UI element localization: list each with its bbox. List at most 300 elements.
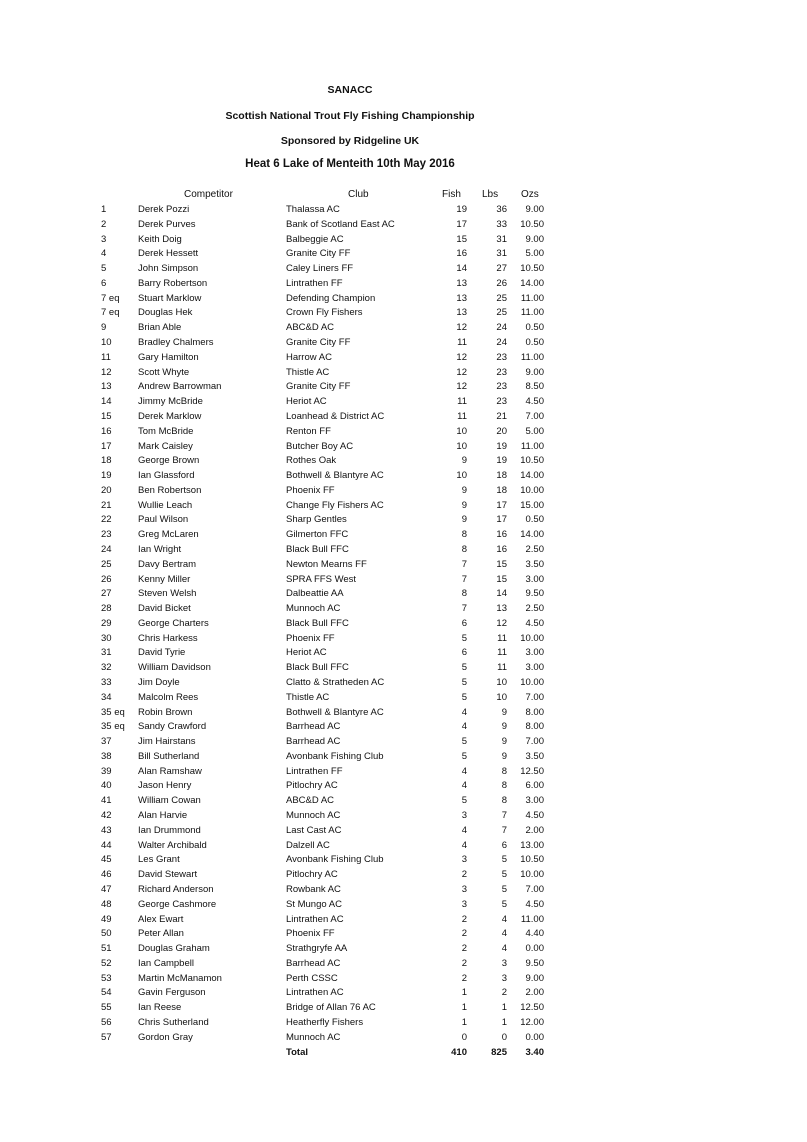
table-row bbox=[0, 293, 807, 308]
fish-cell: 3 bbox=[461, 854, 467, 866]
club-cell: Pitlochry AC bbox=[286, 780, 338, 792]
ozs-cell: 11.00 bbox=[520, 440, 544, 452]
lbs-cell: 8 bbox=[501, 780, 507, 792]
ozs-cell: 0.50 bbox=[525, 514, 544, 526]
lbs-cell: 3 bbox=[501, 957, 507, 969]
fish-cell: 13 bbox=[456, 292, 467, 304]
total-lbs: 825 bbox=[491, 1046, 507, 1058]
table-row bbox=[0, 263, 807, 278]
lbs-cell: 23 bbox=[496, 396, 507, 408]
position-cell: 56 bbox=[101, 1016, 112, 1028]
competitor-cell: John Simpson bbox=[138, 263, 199, 275]
fish-cell: 12 bbox=[456, 351, 467, 363]
table-row bbox=[0, 987, 807, 1002]
table-row bbox=[0, 514, 807, 529]
position-cell: 28 bbox=[101, 603, 112, 615]
table-row bbox=[0, 248, 807, 263]
table-row bbox=[0, 1002, 807, 1017]
club-cell: Rowbank AC bbox=[286, 883, 341, 895]
header-fish: Fish bbox=[442, 189, 461, 200]
table-row bbox=[0, 751, 807, 766]
heat-title: Heat 6 Lake of Menteith 10th May 2016 bbox=[245, 158, 455, 170]
table-row bbox=[0, 677, 807, 692]
lbs-cell: 8 bbox=[501, 795, 507, 807]
fish-cell: 5 bbox=[461, 662, 467, 674]
ozs-cell: 7.00 bbox=[525, 736, 544, 748]
competitor-cell: Jason Henry bbox=[138, 780, 192, 792]
fish-cell: 3 bbox=[461, 898, 467, 910]
position-cell: 42 bbox=[101, 810, 112, 822]
lbs-cell: 14 bbox=[496, 588, 507, 600]
lbs-cell: 7 bbox=[501, 824, 507, 836]
club-cell: Butcher Boy AC bbox=[286, 440, 354, 452]
lbs-cell: 12 bbox=[496, 617, 507, 629]
table-row bbox=[0, 958, 807, 973]
competitor-cell: Wullie Leach bbox=[138, 499, 193, 511]
position-cell: 12 bbox=[101, 366, 112, 378]
ozs-cell: 3.00 bbox=[525, 573, 544, 585]
fish-cell: 6 bbox=[461, 617, 467, 629]
competitor-cell: Jim Hairstans bbox=[138, 736, 196, 748]
position-cell: 34 bbox=[101, 691, 112, 703]
position-cell: 40 bbox=[101, 780, 112, 792]
ozs-cell: 0.00 bbox=[525, 943, 544, 955]
ozs-cell: 4.50 bbox=[525, 810, 544, 822]
club-cell: Phoenix FF bbox=[286, 484, 335, 496]
total-label: Total bbox=[286, 1046, 308, 1058]
competitor-cell: George Charters bbox=[138, 617, 209, 629]
fish-cell: 4 bbox=[461, 839, 467, 851]
lbs-cell: 3 bbox=[501, 972, 507, 984]
lbs-cell: 24 bbox=[496, 322, 507, 334]
fish-cell: 2 bbox=[461, 928, 467, 940]
ozs-cell: 2.50 bbox=[525, 603, 544, 615]
ozs-cell: 3.00 bbox=[525, 647, 544, 659]
table-row bbox=[0, 766, 807, 781]
club-cell: Granite City FF bbox=[286, 248, 351, 260]
club-cell: Thalassa AC bbox=[286, 204, 340, 215]
club-cell: Bridge of Allan 76 AC bbox=[286, 1002, 376, 1014]
club-cell: Perth CSSC bbox=[286, 972, 338, 984]
competitor-cell: Derek Purves bbox=[138, 218, 196, 230]
table-row bbox=[0, 884, 807, 899]
table-row bbox=[0, 322, 807, 337]
table-row bbox=[0, 973, 807, 988]
table-row bbox=[0, 899, 807, 914]
lbs-cell: 5 bbox=[501, 883, 507, 895]
header-club: Club bbox=[348, 189, 369, 200]
competitor-cell: Barry Robertson bbox=[138, 277, 208, 289]
position-cell: 7 eq bbox=[101, 292, 120, 304]
competitor-cell: William Davidson bbox=[138, 662, 211, 674]
lbs-cell: 23 bbox=[496, 366, 507, 378]
fish-cell: 12 bbox=[456, 322, 467, 334]
ozs-cell: 10.50 bbox=[520, 854, 544, 866]
fish-cell: 5 bbox=[461, 736, 467, 748]
table-row bbox=[0, 352, 807, 367]
table-row bbox=[0, 204, 807, 219]
table-row bbox=[0, 234, 807, 249]
ozs-cell: 7.00 bbox=[525, 691, 544, 703]
fish-cell: 3 bbox=[461, 810, 467, 822]
ozs-cell: 14.00 bbox=[520, 277, 544, 289]
lbs-cell: 17 bbox=[496, 499, 507, 511]
fish-cell: 9 bbox=[461, 514, 467, 526]
club-cell: SPRA FFS West bbox=[286, 573, 357, 585]
ozs-cell: 9.00 bbox=[525, 366, 544, 378]
ozs-cell: 12.00 bbox=[520, 1016, 544, 1028]
position-cell: 57 bbox=[101, 1031, 112, 1043]
lbs-cell: 31 bbox=[496, 233, 507, 245]
header-lbs: Lbs bbox=[482, 189, 499, 200]
lbs-cell: 1 bbox=[501, 1016, 507, 1028]
fish-cell: 8 bbox=[461, 588, 467, 600]
table-row bbox=[0, 367, 807, 382]
club-cell: Gilmerton FFC bbox=[286, 529, 349, 541]
club-cell: Black Bull FFC bbox=[286, 617, 349, 629]
table-row bbox=[0, 278, 807, 293]
table-row bbox=[0, 1032, 807, 1047]
club-cell: Munnoch AC bbox=[286, 810, 341, 822]
competitor-cell: Chris Harkess bbox=[138, 632, 198, 644]
ozs-cell: 9.50 bbox=[525, 957, 544, 969]
position-cell: 1 bbox=[101, 204, 107, 215]
competitor-cell: Gary Hamilton bbox=[138, 351, 199, 363]
competitor-cell: George Cashmore bbox=[138, 898, 217, 910]
competitor-cell: Richard Anderson bbox=[138, 883, 214, 895]
ozs-cell: 3.50 bbox=[525, 750, 544, 762]
ozs-cell: 10.00 bbox=[520, 484, 544, 496]
ozs-cell: 7.00 bbox=[525, 883, 544, 895]
ozs-cell: 9.00 bbox=[525, 204, 544, 215]
club-cell: Heriot AC bbox=[286, 396, 327, 408]
lbs-cell: 10 bbox=[496, 677, 507, 688]
lbs-cell: 5 bbox=[501, 898, 507, 910]
lbs-cell: 11 bbox=[497, 662, 507, 674]
club-cell: Bank of Scotland East AC bbox=[286, 218, 395, 230]
club-cell: Harrow AC bbox=[286, 351, 332, 363]
position-cell: 26 bbox=[101, 573, 112, 585]
total-row bbox=[0, 1047, 807, 1062]
competitor-cell: Ian Campbell bbox=[138, 957, 194, 969]
table-row bbox=[0, 1017, 807, 1032]
lbs-cell: 27 bbox=[496, 263, 507, 275]
position-cell: 41 bbox=[101, 795, 112, 807]
ozs-cell: 12.50 bbox=[520, 765, 544, 777]
fish-cell: 2 bbox=[461, 869, 467, 881]
competitor-cell: George Brown bbox=[138, 455, 200, 467]
table-row bbox=[0, 736, 807, 751]
position-cell: 45 bbox=[101, 854, 112, 866]
position-cell: 30 bbox=[101, 632, 112, 644]
club-cell: Barrhead AC bbox=[286, 957, 341, 969]
position-cell: 17 bbox=[101, 440, 112, 452]
fish-cell: 4 bbox=[461, 721, 467, 733]
position-cell: 19 bbox=[101, 470, 112, 482]
club-cell: Avonbank Fishing Club bbox=[286, 750, 384, 762]
lbs-cell: 11 bbox=[497, 632, 507, 644]
position-cell: 39 bbox=[101, 765, 112, 777]
position-cell: 35 eq bbox=[101, 721, 125, 733]
position-cell: 29 bbox=[101, 617, 112, 629]
club-cell: Thistle AC bbox=[286, 691, 330, 703]
fish-cell: 16 bbox=[456, 248, 467, 260]
table-row bbox=[0, 928, 807, 943]
competitor-cell: Les Grant bbox=[138, 854, 180, 866]
competitor-cell: Stuart Marklow bbox=[138, 292, 202, 304]
ozs-cell: 0.50 bbox=[525, 322, 544, 334]
ozs-cell: 2.00 bbox=[525, 987, 544, 999]
ozs-cell: 11.00 bbox=[520, 307, 544, 319]
table-row bbox=[0, 633, 807, 648]
ozs-cell: 14.00 bbox=[520, 470, 544, 482]
fish-cell: 12 bbox=[456, 366, 467, 378]
lbs-cell: 19 bbox=[496, 455, 507, 467]
competitor-cell: David Tyrie bbox=[138, 647, 186, 659]
club-cell: Lintrathen FF bbox=[286, 277, 343, 289]
lbs-cell: 8 bbox=[501, 765, 507, 777]
club-cell: Dalbeattie AA bbox=[286, 588, 344, 600]
club-cell: ABC&D AC bbox=[286, 322, 335, 334]
fish-cell: 14 bbox=[456, 263, 467, 275]
competitor-cell: Ian Reese bbox=[138, 1002, 182, 1014]
org-title: SANACC bbox=[327, 84, 373, 96]
lbs-cell: 16 bbox=[496, 529, 507, 541]
position-cell: 18 bbox=[101, 455, 112, 467]
lbs-cell: 9 bbox=[501, 750, 507, 762]
competitor-cell: Ian Drummond bbox=[138, 824, 201, 836]
lbs-cell: 33 bbox=[496, 218, 507, 230]
position-cell: 2 bbox=[101, 218, 107, 230]
lbs-cell: 4 bbox=[501, 943, 507, 955]
club-cell: Dalzell AC bbox=[286, 839, 330, 851]
lbs-cell: 6 bbox=[501, 839, 507, 851]
position-cell: 32 bbox=[101, 662, 112, 674]
table-row bbox=[0, 337, 807, 352]
fish-cell: 2 bbox=[461, 972, 467, 984]
lbs-cell: 15 bbox=[496, 558, 507, 570]
lbs-cell: 25 bbox=[496, 307, 507, 319]
table-row bbox=[0, 588, 807, 603]
ozs-cell: 10.50 bbox=[520, 218, 544, 230]
fish-cell: 15 bbox=[456, 233, 467, 245]
position-cell: 24 bbox=[101, 543, 112, 555]
competitor-cell: Gavin Ferguson bbox=[138, 987, 206, 999]
lbs-cell: 2 bbox=[501, 987, 507, 999]
club-cell: Pitlochry AC bbox=[286, 869, 338, 881]
competitor-cell: Peter Allan bbox=[138, 928, 184, 940]
fish-cell: 1 bbox=[461, 1002, 467, 1014]
ozs-cell: 4.50 bbox=[525, 617, 544, 629]
ozs-cell: 5.00 bbox=[525, 248, 544, 260]
club-cell: Lintrathen AC bbox=[286, 913, 344, 925]
club-cell: Sharp Gentles bbox=[286, 514, 347, 526]
fish-cell: 10 bbox=[456, 470, 467, 482]
competitor-cell: Davy Bertram bbox=[138, 558, 197, 570]
fish-cell: 5 bbox=[461, 632, 467, 644]
position-cell: 35 eq bbox=[101, 706, 125, 718]
club-cell: Newton Mearns FF bbox=[286, 558, 367, 570]
position-cell: 46 bbox=[101, 869, 112, 881]
competitor-cell: Robin Brown bbox=[138, 706, 193, 718]
position-cell: 54 bbox=[101, 987, 112, 999]
ozs-cell: 13.00 bbox=[520, 839, 544, 851]
ozs-cell: 2.50 bbox=[525, 543, 544, 555]
results-table bbox=[0, 204, 807, 1061]
fish-cell: 11 bbox=[457, 396, 467, 408]
ozs-cell: 10.50 bbox=[520, 263, 544, 275]
club-cell: Barrhead AC bbox=[286, 721, 341, 733]
ozs-cell: 9.00 bbox=[525, 233, 544, 245]
fish-cell: 2 bbox=[461, 913, 467, 925]
club-cell: Black Bull FFC bbox=[286, 662, 349, 674]
lbs-cell: 4 bbox=[501, 928, 507, 940]
club-cell: Phoenix FF bbox=[286, 632, 335, 644]
ozs-cell: 6.00 bbox=[525, 780, 544, 792]
competitor-cell: Chris Sutherland bbox=[138, 1016, 209, 1028]
lbs-cell: 21 bbox=[496, 410, 507, 422]
table-row bbox=[0, 574, 807, 589]
fish-cell: 7 bbox=[461, 573, 467, 585]
competitor-cell: Bill Sutherland bbox=[138, 750, 200, 762]
fish-cell: 4 bbox=[461, 824, 467, 836]
fish-cell: 13 bbox=[456, 277, 467, 289]
lbs-cell: 9 bbox=[501, 706, 507, 718]
fish-cell: 13 bbox=[456, 307, 467, 319]
lbs-cell: 25 bbox=[496, 292, 507, 304]
ozs-cell: 10.00 bbox=[520, 869, 544, 881]
club-cell: Balbeggie AC bbox=[286, 233, 344, 245]
position-cell: 37 bbox=[101, 736, 112, 748]
competitor-cell: William Cowan bbox=[138, 795, 201, 807]
competitor-cell: Douglas Graham bbox=[138, 943, 210, 955]
table-row bbox=[0, 825, 807, 840]
competitor-cell: Walter Archibald bbox=[138, 839, 207, 851]
position-cell: 44 bbox=[101, 839, 112, 851]
table-row bbox=[0, 854, 807, 869]
position-cell: 5 bbox=[101, 263, 107, 275]
club-cell: Lintrathen AC bbox=[286, 987, 344, 999]
position-cell: 14 bbox=[101, 396, 112, 408]
ozs-cell: 4.50 bbox=[525, 898, 544, 910]
fish-cell: 7 bbox=[461, 603, 467, 615]
competitor-cell: Kenny Miller bbox=[138, 573, 191, 585]
competitor-cell: Derek Marklow bbox=[138, 410, 202, 422]
table-row bbox=[0, 544, 807, 559]
club-cell: Bothwell & Blantyre AC bbox=[286, 470, 384, 482]
fish-cell: 11 bbox=[457, 410, 467, 422]
lbs-cell: 9 bbox=[501, 736, 507, 748]
table-row bbox=[0, 869, 807, 884]
competitor-cell: Douglas Hek bbox=[138, 307, 193, 319]
position-cell: 47 bbox=[101, 883, 112, 895]
header-ozs: Ozs bbox=[521, 189, 539, 200]
ozs-cell: 4.50 bbox=[525, 396, 544, 408]
header-competitor: Competitor bbox=[184, 189, 233, 200]
ozs-cell: 14.00 bbox=[520, 529, 544, 541]
club-cell: St Mungo AC bbox=[286, 898, 342, 910]
fish-cell: 4 bbox=[461, 765, 467, 777]
club-cell: Last Cast AC bbox=[286, 824, 342, 836]
table-row bbox=[0, 603, 807, 618]
competitor-cell: Derek Hessett bbox=[138, 248, 199, 260]
ozs-cell: 5.00 bbox=[525, 425, 544, 437]
lbs-cell: 18 bbox=[496, 470, 507, 482]
club-cell: Renton FF bbox=[286, 425, 331, 437]
ozs-cell: 3.50 bbox=[525, 558, 544, 570]
table-row bbox=[0, 692, 807, 707]
ozs-cell: 15.00 bbox=[520, 499, 544, 511]
table-row bbox=[0, 219, 807, 234]
ozs-cell: 8.50 bbox=[525, 381, 544, 393]
ozs-cell: 3.00 bbox=[525, 795, 544, 807]
lbs-cell: 16 bbox=[496, 543, 507, 555]
table-row bbox=[0, 529, 807, 544]
competitor-cell: Alan Harvie bbox=[138, 810, 188, 822]
table-row bbox=[0, 707, 807, 722]
club-cell: Phoenix FF bbox=[286, 928, 335, 940]
competitor-cell: Ian Glassford bbox=[138, 470, 195, 482]
lbs-cell: 0 bbox=[501, 1031, 507, 1043]
ozs-cell: 0.50 bbox=[525, 337, 544, 349]
lbs-cell: 10 bbox=[496, 691, 507, 703]
fish-cell: 8 bbox=[461, 529, 467, 541]
ozs-cell: 2.00 bbox=[525, 824, 544, 836]
fish-cell: 7 bbox=[461, 558, 467, 570]
table-row bbox=[0, 500, 807, 515]
competitor-cell: Mark Caisley bbox=[138, 440, 193, 452]
fish-cell: 1 bbox=[461, 1016, 467, 1028]
ozs-cell: 10.00 bbox=[520, 677, 544, 688]
club-cell: Caley Liners FF bbox=[286, 263, 354, 275]
club-cell: Clatto & Stratheden AC bbox=[286, 677, 385, 688]
table-row bbox=[0, 721, 807, 736]
table-row bbox=[0, 647, 807, 662]
competitor-cell: Andrew Barrowman bbox=[138, 381, 222, 393]
position-cell: 25 bbox=[101, 558, 112, 570]
position-cell: 13 bbox=[101, 381, 112, 393]
fish-cell: 9 bbox=[461, 499, 467, 511]
lbs-cell: 5 bbox=[501, 854, 507, 866]
position-cell: 27 bbox=[101, 588, 112, 600]
position-cell: 49 bbox=[101, 913, 112, 925]
fish-cell: 11 bbox=[457, 337, 467, 349]
ozs-cell: 9.50 bbox=[525, 588, 544, 600]
fish-cell: 0 bbox=[461, 1031, 467, 1043]
club-cell: Heriot AC bbox=[286, 647, 327, 659]
lbs-cell: 31 bbox=[496, 248, 507, 260]
competitor-cell: Jimmy McBride bbox=[138, 396, 203, 408]
fish-cell: 5 bbox=[461, 691, 467, 703]
fish-cell: 2 bbox=[461, 943, 467, 955]
table-row bbox=[0, 307, 807, 322]
competitor-cell: Jim Doyle bbox=[138, 677, 180, 688]
position-cell: 11 bbox=[101, 351, 111, 363]
ozs-cell: 10.50 bbox=[520, 455, 544, 467]
position-cell: 51 bbox=[101, 943, 112, 955]
position-cell: 21 bbox=[101, 499, 112, 511]
fish-cell: 4 bbox=[461, 780, 467, 792]
competitor-cell: Alex Ewart bbox=[138, 913, 184, 925]
ozs-cell: 4.40 bbox=[525, 928, 544, 940]
competitor-cell: Gordon Gray bbox=[138, 1031, 193, 1043]
position-cell: 3 bbox=[101, 233, 107, 245]
fish-cell: 5 bbox=[461, 677, 467, 688]
table-row bbox=[0, 485, 807, 500]
ozs-cell: 9.00 bbox=[525, 972, 544, 984]
lbs-cell: 5 bbox=[501, 869, 507, 881]
position-cell: 33 bbox=[101, 677, 112, 688]
